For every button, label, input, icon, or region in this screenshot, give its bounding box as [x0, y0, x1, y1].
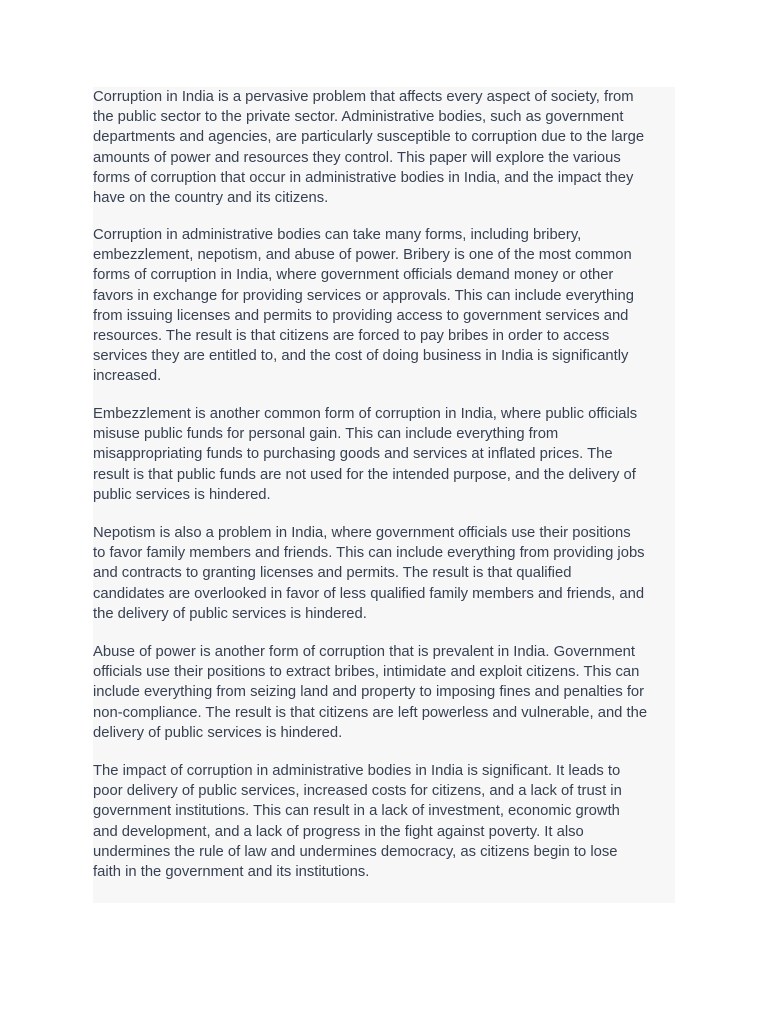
paragraph-line: increased. — [93, 368, 162, 385]
paragraph-line: non-compliance. The result is that citizens are left powerless and vulnerable, and the — [93, 704, 648, 721]
paragraph-2 — [93, 225, 675, 387]
paragraph-line: public services is hindered. — [93, 486, 271, 503]
paragraph-line: and development, and a lack of progress in the fight against poverty. It also — [93, 823, 584, 840]
paragraph-line: include everything from seizing land and property to imposing fines and penalties for — [93, 684, 645, 701]
paragraph-line: poor delivery of public services, increased costs for citizens, and a lack of trust in — [93, 783, 622, 800]
paragraph-6 — [93, 761, 675, 882]
paragraph-line: amounts of power and resources they control. This paper will explore the various — [93, 149, 621, 166]
paragraph-line: The impact of corruption in administrative bodies in India is significant. It leads to — [93, 763, 621, 779]
paragraph-line: delivery of public services is hindered. — [93, 724, 343, 741]
paragraph-4 — [93, 523, 675, 624]
paragraph-line: misuse public funds for personal gain. This can include everything from — [93, 426, 559, 443]
paragraph-line: Corruption in India is a pervasive problem that affects every aspect of society, from — [93, 89, 634, 105]
paragraph-5 — [93, 642, 675, 743]
paragraph-line: officials use their positions to extract bribes, intimidate and exploit citizens. This can — [93, 664, 640, 681]
paragraph-line: Abuse of power is another form of corruption that is prevalent in India. Government — [93, 644, 636, 660]
paragraph-line: forms of corruption that occur in administrative bodies in India, and the impact they — [93, 169, 634, 186]
paragraph-line: government institutions. This can result in a lack of investment, economic growth — [93, 803, 620, 820]
paragraph-line: candidates are overlooked in favor of less qualified family members and friends, and — [93, 585, 645, 602]
paragraph-line: Corruption in administrative bodies can take many forms, including bribery, — [93, 227, 582, 243]
paragraph-line: resources. The result is that citizens are forced to pay bribes in order to access — [93, 328, 610, 345]
paragraph-line: have on the country and its citizens. — [93, 190, 329, 207]
paragraph-line: departments and agencies, are particularly susceptible to corruption due to the large — [93, 129, 645, 146]
paragraph-1 — [93, 87, 675, 208]
paragraph-line: forms of corruption in India, where government officials demand money or other — [93, 267, 614, 284]
paragraph-line: the delivery of public services is hindered. — [93, 605, 367, 622]
paragraph-line: embezzlement, nepotism, and abuse of power. Bribery is one of the most common — [93, 247, 632, 264]
paragraph-line: Nepotism is also a problem in India, where government officials use their positions — [93, 525, 631, 541]
paragraph-line: the public sector to the private sector. Administrative bodies, such as government — [93, 109, 624, 126]
text-content-area — [93, 87, 675, 903]
paragraph-line: services they are entitled to, and the cost of doing business in India is significantly — [93, 348, 629, 365]
paragraph-line: Embezzlement is another common form of corruption in India, where public officials — [93, 406, 638, 422]
paragraph-line: to favor family members and friends. This can include everything from providing jobs — [93, 545, 645, 562]
paragraph-line: misappropriating funds to purchasing goods and services at inflated prices. The — [93, 446, 613, 463]
paragraph-line: favors in exchange for providing services or approvals. This can include everything — [93, 287, 634, 304]
paragraph-line: undermines the rule of law and undermines democracy, as citizens begin to lose — [93, 843, 618, 860]
paragraph-3 — [93, 404, 675, 505]
paragraph-line: from issuing licenses and permits to providing access to government services and — [93, 307, 629, 324]
paragraph-line: faith in the government and its institutions. — [93, 864, 370, 881]
paragraph-line: and contracts to granting licenses and permits. The result is that qualified — [93, 565, 572, 582]
paragraph-line: result is that public funds are not used for the intended purpose, and the delivery of — [93, 466, 636, 483]
